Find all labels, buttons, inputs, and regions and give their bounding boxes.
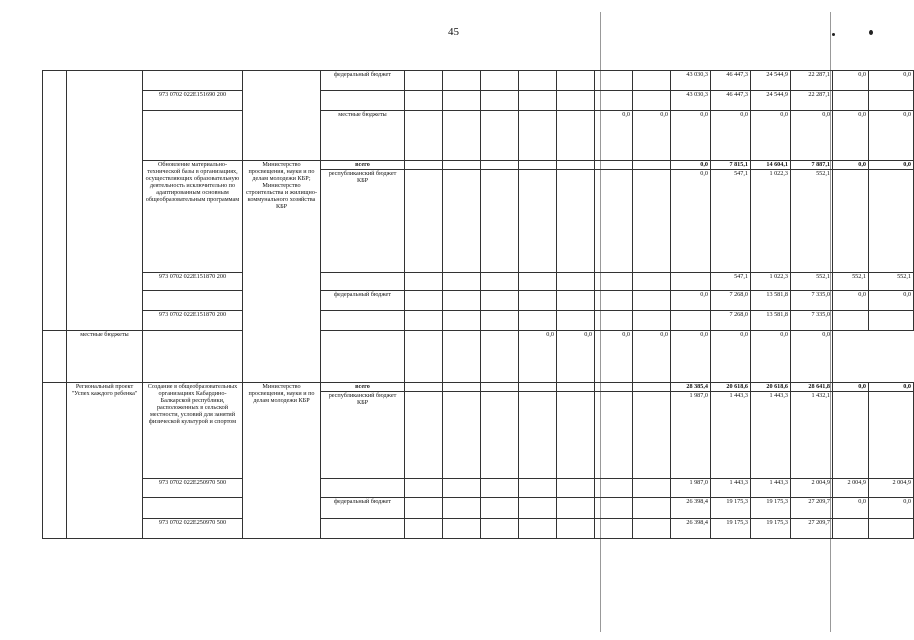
cell-empty <box>243 71 321 161</box>
value-cell: 0,0 <box>751 111 791 161</box>
value-cell: 0,0 <box>557 331 595 383</box>
value-cell: 26 398,4 <box>671 498 711 519</box>
source-label: федеральный бюджет <box>321 71 405 91</box>
value-cell: 1 432,1 <box>791 392 833 479</box>
value-cell: 552,1 <box>791 170 833 273</box>
table-row <box>43 479 914 498</box>
value-cell: 0,0 <box>833 71 869 91</box>
value-cell: 20 618,6 <box>711 383 751 392</box>
table-row <box>43 291 914 311</box>
budget-table <box>42 70 914 539</box>
value-cell: 0,0 <box>833 111 869 161</box>
budget-code: 973 0702 022E151870 200 <box>143 311 243 331</box>
value-cell: 0,0 <box>671 170 711 273</box>
value-cell: 0,0 <box>751 331 791 383</box>
value-cell: 1 022,3 <box>751 170 791 273</box>
value-cell: 13 581,8 <box>751 311 791 331</box>
value-cell: 26 398,4 <box>671 519 711 539</box>
measure-name: Обновление материально-технической базы в организациях, осуществляющих образовательную деятельность исключительно по адаптированным основным общеобразовательным программам <box>143 161 243 273</box>
value-cell: 0,0 <box>869 111 914 161</box>
value-cell: 0,0 <box>633 331 671 383</box>
value-cell: 7 268,0 <box>711 291 751 311</box>
value-cell: 19 175,3 <box>751 519 791 539</box>
value-cell: 0,0 <box>791 111 833 161</box>
value-cell: 7 815,1 <box>711 161 751 170</box>
source-label: республиканский бюджет КБР <box>321 392 405 479</box>
value-cell: 0,0 <box>833 161 869 170</box>
value-cell: 547,1 <box>711 170 751 273</box>
table-row <box>43 111 914 161</box>
value-cell: 7 268,0 <box>711 311 751 331</box>
value-cell: 2 004,9 <box>791 479 833 498</box>
value-cell: 0,0 <box>671 331 711 383</box>
value-cell: 27 209,7 <box>791 498 833 519</box>
table-row <box>43 331 914 383</box>
value-cell: 14 604,1 <box>751 161 791 170</box>
value-cell: 19 175,3 <box>711 498 751 519</box>
scan-speck <box>832 33 835 36</box>
value-cell: 1 022,3 <box>751 273 791 291</box>
value-cell: 0,0 <box>791 331 833 383</box>
value-cell: 2 004,9 <box>869 479 914 498</box>
value-cell: 0,0 <box>869 71 914 91</box>
value-cell: 0,0 <box>595 331 633 383</box>
cell-empty <box>143 71 243 91</box>
value-cell: 0,0 <box>869 383 914 392</box>
value-cell: 0,0 <box>711 111 751 161</box>
budget-code: 973 0702 022E151870 200 <box>143 273 243 291</box>
value-cell: 22 287,1 <box>791 71 833 91</box>
value-cell: 22 287,1 <box>791 91 833 111</box>
value-cell: 0,0 <box>595 111 633 161</box>
table-row <box>43 383 914 392</box>
value-cell: 27 209,7 <box>791 519 833 539</box>
value-cell: 2 004,9 <box>833 479 869 498</box>
source-label: всего <box>321 383 405 392</box>
table-row <box>43 498 914 519</box>
table-row <box>43 71 914 91</box>
value-cell: 20 618,6 <box>751 383 791 392</box>
value-cell: 28 641,8 <box>791 383 833 392</box>
value-cell: 0,0 <box>833 383 869 392</box>
executor: Министерство просвещения, науки и по делам молодежи КБР <box>243 383 321 539</box>
value-cell: 1 443,3 <box>751 392 791 479</box>
value-cell: 547,1 <box>711 273 751 291</box>
source-label: федеральный бюджет <box>321 498 405 519</box>
executor: Министерство просвещения, науки и по делам молодежи КБР; Министерство строительства и жилищно-коммунального хозяйства КБР <box>243 161 321 383</box>
cell-empty <box>43 383 67 539</box>
cell-empty <box>43 71 67 331</box>
source-label: всего <box>321 161 405 170</box>
value-cell: 0,0 <box>833 291 869 311</box>
value-cell: 13 581,8 <box>751 291 791 311</box>
value-cell: 1 987,0 <box>671 479 711 498</box>
value-cell: 552,1 <box>833 273 869 291</box>
value-cell: 7 887,1 <box>791 161 833 170</box>
value-cell: 7 335,0 <box>791 311 833 331</box>
table-row <box>43 311 914 331</box>
value-cell: 0,0 <box>833 498 869 519</box>
source-label: федеральный бюджет <box>321 291 405 311</box>
value-cell: 1 443,3 <box>711 479 751 498</box>
value-cell: 0,0 <box>633 111 671 161</box>
value-cell: 0,0 <box>671 161 711 170</box>
table-row <box>43 273 914 291</box>
value-cell: 0,0 <box>869 161 914 170</box>
value-cell: 552,1 <box>791 273 833 291</box>
page-number: 45 <box>448 26 459 38</box>
source-label: местные бюджеты <box>67 331 143 383</box>
measure-name: Создание в общеобразовательных организациях Кабардино-Балкарской республики, расположенных в сельской местности, условий для занятий физической культурой и спортом <box>143 383 243 479</box>
value-cell: 0,0 <box>869 498 914 519</box>
value-cell: 24 544,9 <box>751 91 791 111</box>
value-cell: 46 447,3 <box>711 71 751 91</box>
value-cell: 0,0 <box>711 331 751 383</box>
source-label: местные бюджеты <box>321 111 405 161</box>
source-label: республиканский бюджет КБР <box>321 170 405 273</box>
value-cell: 1 443,3 <box>711 392 751 479</box>
value-cell: 28 385,4 <box>671 383 711 392</box>
value-cell: 43 030,3 <box>671 91 711 111</box>
table-row <box>43 161 914 170</box>
value-cell: 1 443,3 <box>751 479 791 498</box>
value-cell: 46 447,3 <box>711 91 751 111</box>
table-row <box>43 519 914 539</box>
cell-empty <box>67 71 143 331</box>
budget-code: 973 0702 022E250970 500 <box>143 519 243 539</box>
value-cell: 0,0 <box>869 291 914 311</box>
value-cell: 43 030,3 <box>671 71 711 91</box>
value-cell: 0,0 <box>671 291 711 311</box>
table-row <box>43 91 914 111</box>
value-cell: 0,0 <box>671 111 711 161</box>
budget-code: 973 0702 022E250970 500 <box>143 479 243 498</box>
value-cell: 19 175,3 <box>711 519 751 539</box>
value-cell: 7 335,0 <box>791 291 833 311</box>
value-cell: 552,1 <box>869 273 914 291</box>
budget-code: 973 0702 022E151690 200 <box>143 91 243 111</box>
value-cell: 19 175,3 <box>751 498 791 519</box>
value-cell: 24 544,9 <box>751 71 791 91</box>
project-name: Региональный проект "Успех каждого ребенка" <box>67 383 143 539</box>
value-cell: 1 987,0 <box>671 392 711 479</box>
scan-speck <box>869 30 873 35</box>
value-cell: 0,0 <box>519 331 557 383</box>
